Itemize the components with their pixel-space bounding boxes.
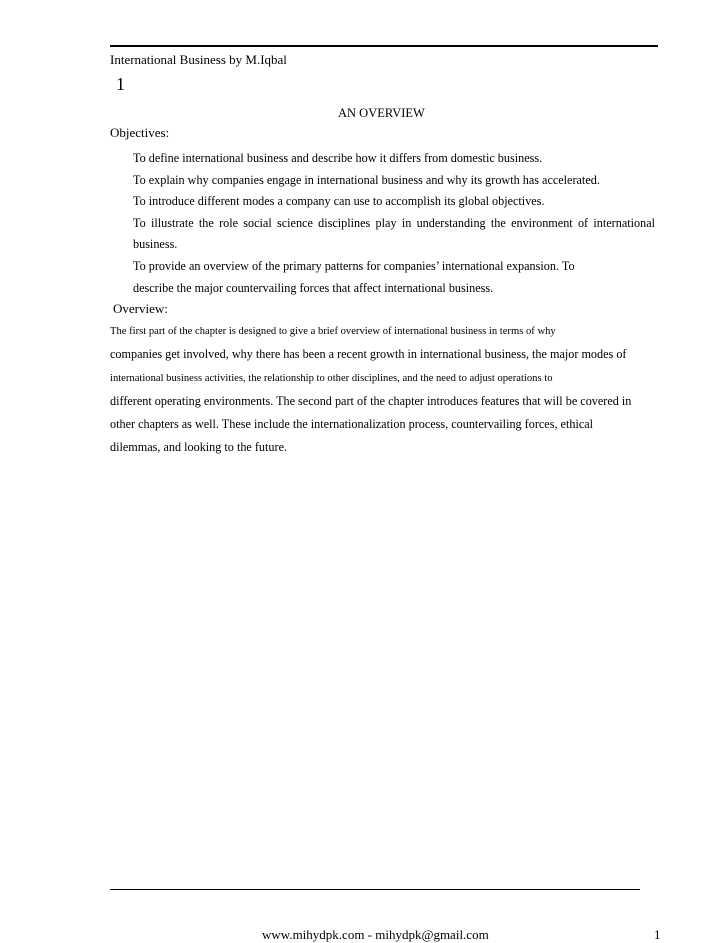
footer-contact: www.mihydpk.com - mihydpk@gmail.com [262,927,489,942]
objective-line: describe the major countervailing forces that affect international business. [133,280,494,295]
overview-line: international business activities, the relationship to other disciplines, and the need to adjust operations to [110,372,553,384]
overview-heading: Overview: [113,301,168,316]
overview-paragraph [110,320,658,460]
overview-line: dilemmas, and looking to the future. [110,440,288,455]
header-rule [110,45,658,47]
chapter-title: AN OVERVIEW [338,106,425,120]
objective-line: To explain why companies engage in international business and why its growth has accelerated. [133,172,600,187]
objective-line: To provide an overview of the primary patterns for companies’ international expansion. To [133,258,575,273]
header-title: International Business by M.Iqbal [110,52,287,67]
objective-line: To illustrate the role social science disciplines play in understanding the environment of international [133,215,655,230]
overview-line: companies get involved, why there has been a recent growth in international business, the major modes of [110,347,627,362]
objectives-list [133,148,655,299]
overview-line: different operating environments. The second part of the chapter introduces features that will be covered in [110,393,632,408]
page-number: 1 [654,927,661,942]
chapter-number: 1 [116,74,125,94]
overview-line: other chapters as well. These include the internationalization process, countervailing forces, ethical [110,417,594,432]
objective-line: business. [133,237,178,252]
overview-line: The first part of the chapter is designed to give a brief overview of international business in terms of why [110,326,556,337]
objective-line: To introduce different modes a company can use to accomplish its global objectives. [133,194,545,209]
objectives-heading: Objectives: [110,125,170,140]
objective-line: To define international business and describe how it differs from domestic business. [133,151,543,165]
footer-rule [110,889,640,890]
